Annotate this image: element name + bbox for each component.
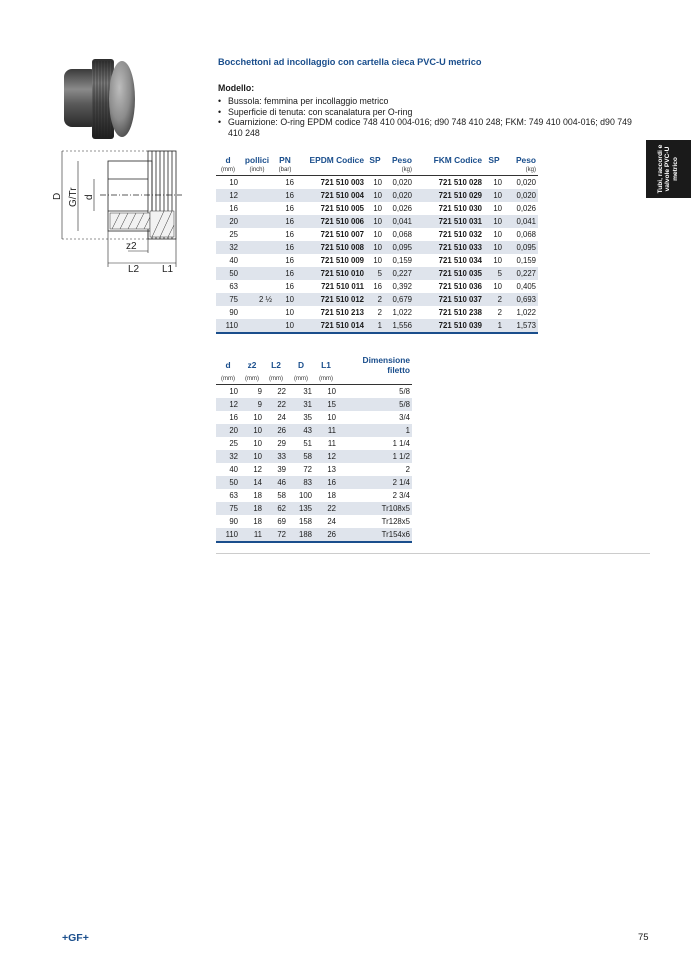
table-row	[216, 476, 412, 489]
table-cell: 11	[314, 424, 338, 437]
col-header: FKM Codice	[433, 155, 482, 165]
col-header: SP	[488, 155, 500, 165]
table-row	[216, 489, 412, 502]
table-cell: 158	[298, 517, 312, 526]
table-cell: 2	[497, 308, 502, 317]
table-cell: 16	[314, 476, 338, 489]
model-heading: Modello:	[218, 83, 255, 93]
table-cell: 32	[216, 241, 240, 254]
table-cell: 14	[240, 476, 264, 489]
table-cell: 26	[314, 528, 338, 542]
table-cell: 10	[253, 439, 262, 448]
table-cell: 40	[229, 256, 238, 265]
unit-label	[484, 166, 504, 176]
table-cell: Tr154x6	[338, 528, 412, 542]
table-cell: 16	[274, 267, 296, 280]
table-cell: 0,693	[504, 293, 538, 306]
section-side-tab	[646, 140, 691, 198]
table-cell	[240, 176, 274, 190]
table-cell: 10	[366, 189, 384, 202]
table-cell: 51	[303, 439, 312, 448]
technical-drawing	[50, 145, 190, 275]
table-cell	[240, 228, 274, 241]
table-cell: 1	[338, 424, 412, 437]
table-cell: 10	[493, 282, 502, 291]
table-cell: 2 3/4	[392, 491, 410, 500]
table-cell	[240, 215, 274, 228]
table-cell: 16	[274, 215, 296, 228]
table-row	[216, 528, 412, 542]
col-header: L2	[271, 359, 281, 370]
col-header: Peso	[515, 155, 536, 165]
table-cell: 721 510 006	[296, 215, 366, 228]
table-cell: 721 510 007	[320, 230, 364, 239]
table-cell: 72	[303, 465, 312, 474]
table-cell: 721 510 004	[296, 189, 366, 202]
table-cell: 35	[303, 413, 312, 422]
table-cell: 63	[229, 491, 238, 500]
table-cell: 10	[229, 387, 238, 396]
table-cell: 0,679	[384, 293, 414, 306]
table-row	[216, 267, 538, 280]
table-row	[216, 241, 538, 254]
table-cell: 10	[327, 413, 336, 422]
model-bullet: • Guarnizione: O-ring EPDM codice 748 410 004-016; d90 748 410 248; FKM: 749 410 004-016; d90 749 410 248	[218, 117, 648, 138]
table-cell: 24	[277, 413, 286, 422]
table-cell: 31	[288, 398, 314, 411]
model-bullet: • Superficie di tenuta: con scanalatura per O-ring	[218, 107, 648, 118]
unit-label: (kg)	[384, 166, 414, 176]
table-cell: 10	[484, 189, 504, 202]
table-cell: 0,041	[504, 215, 538, 228]
table-cell: 721 510 011	[321, 282, 364, 291]
table-cell: 31	[303, 387, 312, 396]
table-cell: 75	[216, 502, 240, 515]
table-cell: 58	[288, 450, 314, 463]
table-cell: 16	[274, 189, 296, 202]
table-cell: 90	[229, 308, 238, 317]
table-cell: 2	[484, 293, 504, 306]
table-cell: 22	[314, 502, 338, 515]
table-cell: 1 1/4	[392, 439, 410, 448]
table-cell	[240, 241, 274, 254]
table-cell: 0,068	[516, 230, 536, 239]
side-tab-label: Tubi, raccordi e valvole PVC-U metrico	[656, 144, 679, 194]
table-cell: 16	[285, 256, 294, 265]
table-cell: 63	[229, 282, 238, 291]
table-cell: 22	[264, 398, 288, 411]
col-header: SP	[369, 155, 381, 165]
table-cell: 12	[314, 450, 338, 463]
table-cell: 100	[298, 491, 312, 500]
table-cell: 0,026	[516, 204, 536, 213]
table-cell	[240, 267, 274, 280]
table-cell: 10	[366, 215, 384, 228]
table-row	[216, 176, 538, 190]
table-cell: 18	[327, 491, 336, 500]
table-cell: 18	[240, 502, 264, 515]
dim-label-L1: L1	[162, 264, 174, 275]
table-row	[216, 293, 538, 306]
dim-label-L2: L2	[128, 264, 140, 275]
unit-label: (mm)	[314, 375, 338, 385]
table-cell: 5	[366, 267, 384, 280]
table-cell: 26	[264, 424, 288, 437]
table-cell: 10	[366, 241, 384, 254]
table-cell: 10	[240, 450, 264, 463]
page-title: Bocchettoni ad incollaggio con cartella cieca PVC-U metrico	[218, 57, 482, 67]
table-cell: 20	[216, 424, 240, 437]
table-cell: 5/8	[338, 398, 412, 411]
unit-label: (kg)	[504, 166, 538, 176]
table-cell: 69	[277, 517, 286, 526]
table-cell: 5	[484, 267, 504, 280]
page-number: 75	[638, 932, 649, 943]
table-cell: 1 1/2	[338, 450, 412, 463]
table-row	[216, 502, 412, 515]
unit-label: (bar)	[274, 166, 296, 176]
table-cell	[240, 280, 274, 293]
table-cell: 18	[253, 491, 262, 500]
table-cell: 110	[216, 528, 240, 542]
table-cell: 721 510 034	[438, 256, 482, 265]
table-cell: 721 510 005	[320, 204, 364, 213]
gf-logo: +GF+	[62, 932, 89, 944]
table-cell: 12	[253, 465, 262, 474]
table-cell: 16	[229, 204, 238, 213]
table-cell: 0,020	[392, 178, 412, 187]
unit-label: (inch)	[240, 166, 274, 176]
table-cell	[240, 254, 274, 267]
table-row	[216, 515, 412, 528]
table-cell: 9	[257, 387, 262, 396]
table-cell: 721 510 238	[438, 308, 482, 317]
table-cell: 24	[327, 517, 336, 526]
dim-label-z2: z2	[126, 241, 137, 252]
table-row	[216, 254, 538, 267]
table-units-row	[216, 375, 412, 385]
table-cell: 10	[484, 215, 504, 228]
table-cell: 13	[327, 465, 336, 474]
unit-label	[338, 375, 412, 385]
table-cell: 16	[285, 282, 294, 291]
table-row	[216, 319, 538, 333]
table-cell: 721 510 031	[414, 215, 484, 228]
table-cell: 721 510 029	[414, 189, 484, 202]
unit-label: (mm)	[240, 375, 264, 385]
table-cell: 10	[285, 308, 294, 317]
table-cell: 0,227	[384, 267, 414, 280]
table-cell	[240, 319, 274, 333]
table-row	[216, 280, 538, 293]
col-header: L1	[321, 359, 331, 370]
table-row	[216, 306, 538, 319]
model-bullet-list	[218, 96, 648, 138]
table-header-row	[216, 355, 412, 375]
table-cell: 0,095	[504, 241, 538, 254]
table-cell: 721 510 037	[414, 293, 484, 306]
table-cell: 721 510 009	[320, 256, 364, 265]
table-cell: 11	[327, 439, 336, 448]
section-divider	[216, 553, 650, 554]
table-row	[216, 385, 412, 399]
table-row	[216, 215, 538, 228]
table-cell: 135	[288, 502, 314, 515]
model-bullet: • Bussola: femmina per incollaggio metrico	[218, 96, 648, 107]
table-row	[216, 437, 412, 450]
col-header: z2	[247, 359, 257, 370]
table-cell: 75	[216, 293, 240, 306]
table-cell: 721 510 012	[296, 293, 366, 306]
dim-label-D: D	[52, 192, 63, 200]
table-cell: 2	[366, 293, 384, 306]
table-cell: 188	[288, 528, 314, 542]
table-cell: 16	[229, 413, 238, 422]
table-cell: 2	[405, 465, 410, 474]
table-cell: 2 1/4	[338, 476, 412, 489]
table-cell: 25	[229, 439, 238, 448]
table-cell: 15	[314, 398, 338, 411]
table-cell: 40	[229, 465, 238, 474]
dimension-table	[216, 355, 412, 543]
table-cell: 721 510 030	[438, 204, 482, 213]
table-row	[216, 450, 412, 463]
col-header: Dimensione filetto	[362, 355, 410, 375]
table-cell: 33	[264, 450, 288, 463]
table-row	[216, 463, 412, 476]
dim-label-G: G/Tr	[68, 187, 79, 207]
table-cell: 10	[240, 424, 264, 437]
col-header: D	[297, 359, 305, 370]
table-cell: 721 510 033	[414, 241, 484, 254]
unit-label	[296, 166, 366, 176]
table-cell: 10	[373, 204, 382, 213]
table-cell: 10	[493, 230, 502, 239]
table-cell: 83	[288, 476, 314, 489]
unit-label	[414, 166, 484, 176]
table-cell: 721 510 028	[438, 178, 482, 187]
table-cell: 10	[493, 178, 502, 187]
table-cell: 10	[229, 178, 238, 187]
col-header: d	[225, 359, 231, 370]
table-cell: 39	[277, 465, 286, 474]
table-cell: 721 510 032	[438, 230, 482, 239]
table-cell: 46	[264, 476, 288, 489]
table-cell: 29	[277, 439, 286, 448]
col-header: pollici	[244, 155, 270, 165]
table-cell: 10	[373, 256, 382, 265]
table-cell	[240, 202, 274, 215]
table-row	[216, 411, 412, 424]
table-header-row	[216, 155, 538, 166]
table-cell: 10	[484, 241, 504, 254]
table-cell: 2	[377, 308, 382, 317]
table-cell: 22	[277, 387, 286, 396]
table-cell: 10	[493, 256, 502, 265]
table-cell: 50	[216, 267, 240, 280]
col-header: EPDM Codice	[309, 155, 364, 165]
table-cell: 10	[274, 319, 296, 333]
table-cell: 10	[373, 230, 382, 239]
table-row	[216, 424, 412, 437]
table-cell: 90	[229, 517, 238, 526]
table-cell: Tr128x5	[381, 517, 410, 526]
table-cell: 11	[240, 528, 264, 542]
table-cell	[240, 306, 274, 319]
table-cell: 10	[253, 413, 262, 422]
table-cell: 2 ½	[240, 293, 274, 306]
table-cell: 1	[366, 319, 384, 333]
table-cell: 10	[373, 178, 382, 187]
table-cell: 3/4	[399, 413, 410, 422]
table-cell: 16	[274, 241, 296, 254]
table-cell: 62	[264, 502, 288, 515]
table-cell: 9	[240, 398, 264, 411]
table-cell	[240, 189, 274, 202]
table-cell: 12	[216, 398, 240, 411]
table-cell: 721 510 213	[320, 308, 364, 317]
table-cell: 72	[264, 528, 288, 542]
table-cell: 16	[373, 282, 382, 291]
table-cell: 0,159	[392, 256, 412, 265]
table-cell: 16	[285, 230, 294, 239]
table-cell: 25	[229, 230, 238, 239]
table-cell: 1,022	[516, 308, 536, 317]
table-cell: 0,041	[384, 215, 414, 228]
table-cell: 58	[277, 491, 286, 500]
table-cell: 43	[288, 424, 314, 437]
table-cell: 1,556	[384, 319, 414, 333]
product-photo	[58, 55, 136, 145]
product-code-table	[216, 155, 538, 334]
table-row	[216, 189, 538, 202]
table-cell: 16	[285, 204, 294, 213]
table-row	[216, 228, 538, 241]
table-cell: 0,227	[504, 267, 538, 280]
table-cell: 0,159	[516, 256, 536, 265]
table-cell: 0,095	[384, 241, 414, 254]
table-cell: 0,392	[392, 282, 412, 291]
table-row	[216, 202, 538, 215]
table-units-row	[216, 166, 538, 176]
unit-label: (mm)	[264, 375, 288, 385]
table-cell: 721 510 010	[296, 267, 366, 280]
table-cell: 32	[216, 450, 240, 463]
unit-label: (mm)	[288, 375, 314, 385]
table-cell: 5/8	[399, 387, 410, 396]
col-header: d	[225, 155, 231, 165]
table-cell: 110	[216, 319, 240, 333]
table-cell: 10	[327, 387, 336, 396]
table-cell: 1,022	[392, 308, 412, 317]
table-cell: 0,068	[392, 230, 412, 239]
dim-label-d: d	[84, 194, 95, 200]
table-cell: 1	[484, 319, 504, 333]
col-header: Peso	[391, 155, 412, 165]
table-cell: 20	[216, 215, 240, 228]
table-cell: 0,020	[516, 178, 536, 187]
table-cell: 721 510 035	[414, 267, 484, 280]
unit-label: (mm)	[216, 375, 240, 385]
table-row	[216, 398, 412, 411]
table-cell: 10	[274, 293, 296, 306]
table-cell: 0,405	[516, 282, 536, 291]
table-cell: 721 510 008	[296, 241, 366, 254]
col-header: PN	[279, 155, 291, 165]
table-cell: 0,020	[504, 189, 538, 202]
table-cell: 16	[285, 178, 294, 187]
table-cell: 0,020	[384, 189, 414, 202]
table-cell: 721 510 014	[296, 319, 366, 333]
unit-label: (mm)	[216, 166, 240, 176]
table-cell: 0,026	[392, 204, 412, 213]
table-cell: 18	[253, 517, 262, 526]
table-cell: 721 510 003	[320, 178, 364, 187]
table-cell: 50	[216, 476, 240, 489]
unit-label	[366, 166, 384, 176]
table-cell: 12	[216, 189, 240, 202]
table-cell: Tr108x5	[338, 502, 412, 515]
table-cell: 721 510 039	[414, 319, 484, 333]
table-cell: 1,573	[504, 319, 538, 333]
table-cell: 721 510 036	[438, 282, 482, 291]
table-cell: 10	[493, 204, 502, 213]
